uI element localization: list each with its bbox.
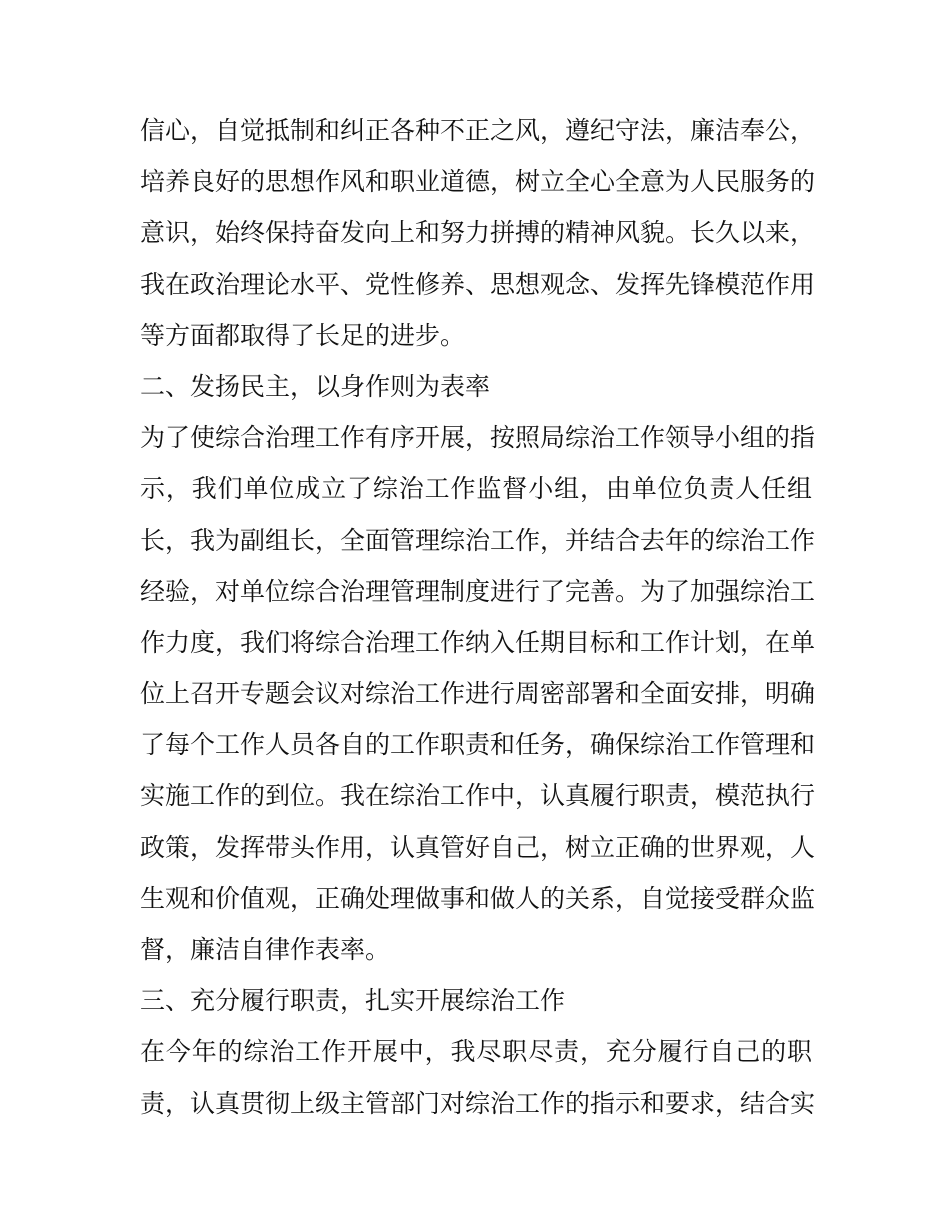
paragraph-line: 督，廉洁自律作表率。 bbox=[140, 935, 391, 964]
paragraph-line: 生观和价值观，正确处理做事和做人的关系，自觉接受群众监 bbox=[140, 883, 816, 913]
paragraph-line: 我在政治理论水平、党性修养、思想观念、发挥先锋模范作用 bbox=[140, 269, 816, 299]
paragraph-line: 意识，始终保持奋发向上和努力拼搏的精神风貌。长久以来， bbox=[140, 218, 816, 248]
paragraph-line: 长，我为副组长，全面管理综治工作，并结合去年的综治工作 bbox=[140, 525, 816, 555]
paragraph-line: 实施工作的到位。我在综治工作中，认真履行职责，模范执行 bbox=[140, 781, 816, 811]
paragraph-line: 培养良好的思想作风和职业道德，树立全心全意为人民服务的 bbox=[140, 167, 816, 197]
paragraph-line: 作力度，我们将综合治理工作纳入任期目标和工作计划，在单 bbox=[140, 627, 816, 657]
paragraph-line: 了每个工作人员各自的工作职责和任务，确保综治工作管理和 bbox=[140, 730, 816, 760]
paragraph-line: 示，我们单位成立了综治工作监督小组，由单位负责人任组 bbox=[140, 474, 812, 504]
paragraph-line: 位上召开专题会议对综治工作进行周密部署和全面安排，明确 bbox=[140, 679, 816, 709]
paragraph-line: 等方面都取得了长足的进步。 bbox=[140, 320, 466, 350]
paragraph-line: 政策，发挥带头作用，认真管好自己，树立正确的世界观，人 bbox=[140, 832, 816, 862]
paragraph-line: 在今年的综治工作开展中，我尽职尽责，充分履行自己的职 bbox=[140, 1037, 812, 1067]
paragraph-line: 为了使综合治理工作有序开展，按照局综治工作领导小组的指 bbox=[140, 423, 816, 453]
section-heading: 三、充分履行职责，扎实开展综治工作 bbox=[140, 986, 566, 1016]
section-heading: 二、发扬民主，以身作则为表率 bbox=[140, 371, 491, 401]
paragraph-line: 经验，对单位综合治理管理制度进行了完善。为了加强综治工 bbox=[140, 576, 816, 606]
paragraph-line: 信心，自觉抵制和纠正各种不正之风，遵纪守法，廉洁奉公， bbox=[140, 116, 816, 145]
paragraph-line: 责，认真贯彻上级主管部门对综治工作的指示和要求，结合实 bbox=[140, 1088, 816, 1118]
document-page bbox=[140, 105, 816, 1129]
